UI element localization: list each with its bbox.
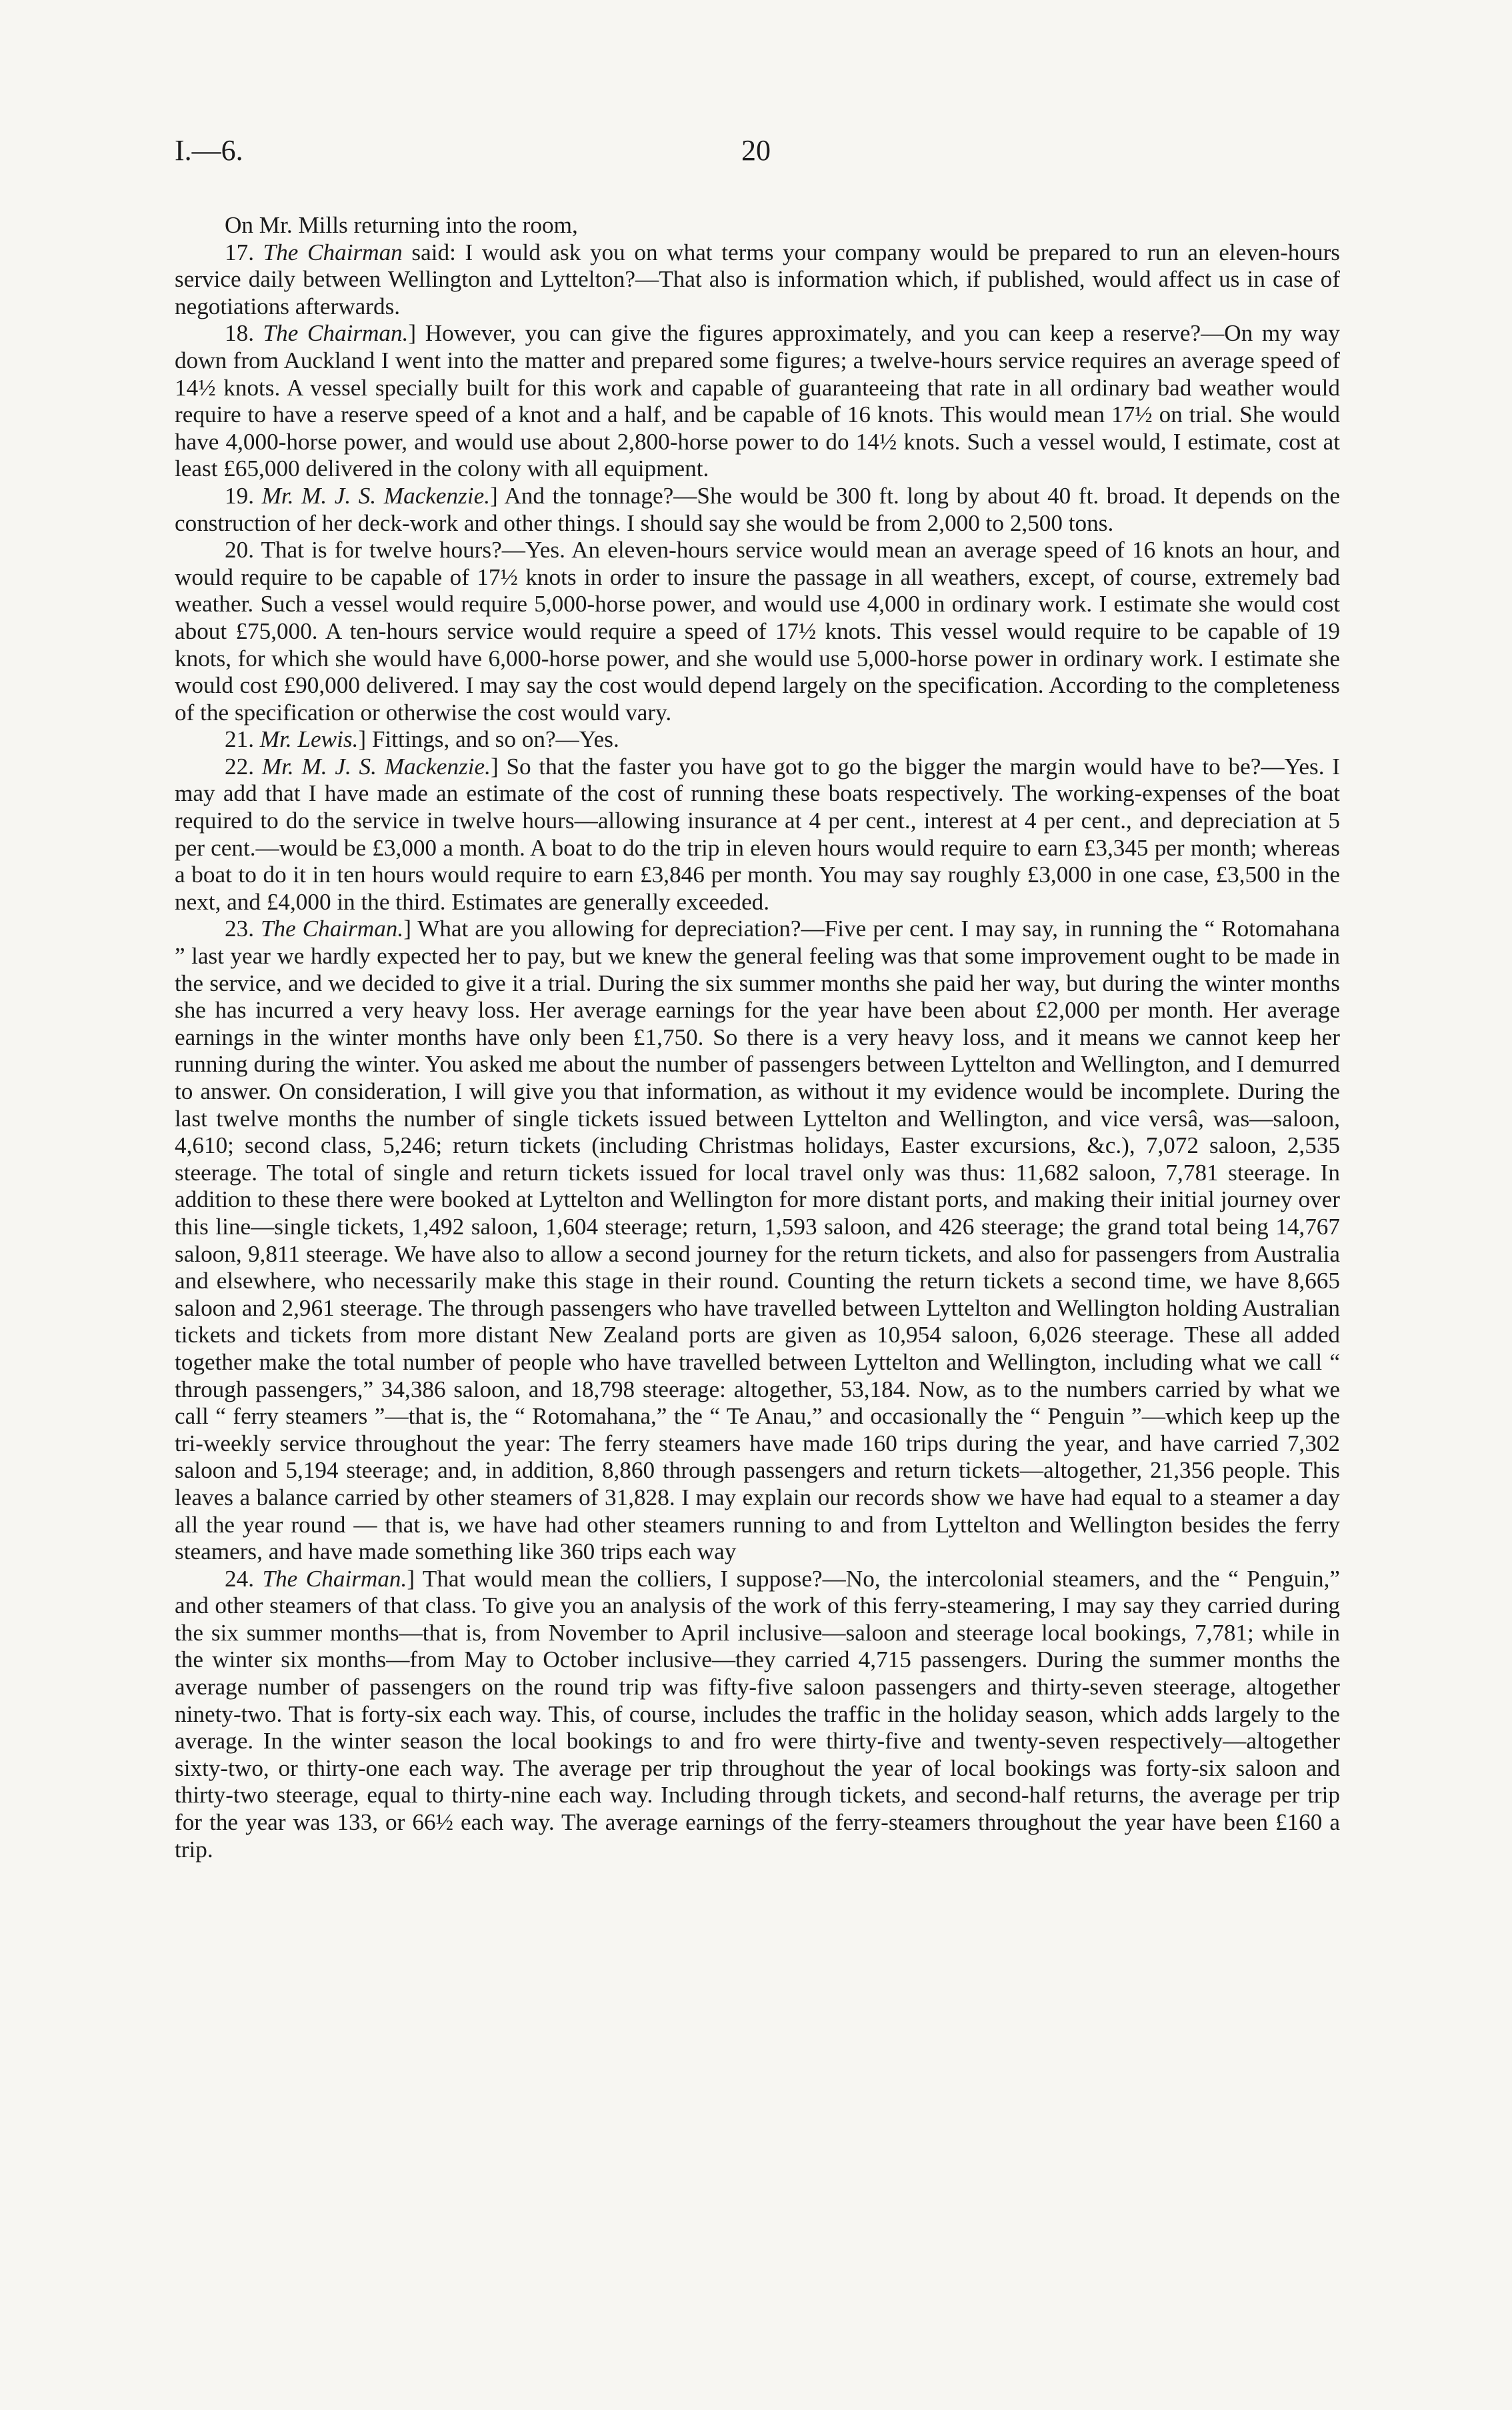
paragraph-text: ] And the tonnage?—She would be 300 ft. long by about 40 ft. broad. It depends on the construction of her deck-work and other things. I should say she would be from 2,000 to 2,500 tons. bbox=[175, 482, 1341, 536]
speaker-label: The Chairman. bbox=[260, 916, 404, 942]
question-number: 24. bbox=[225, 1565, 254, 1592]
paragraph-text: On Mr. Mills returning into the room, bbox=[225, 212, 578, 238]
paragraph-text: ] However, you can give the figures approximately, and you can keep a reserve?—On my way down from Auckland I went into the matter and prepared some figures; a twelve-hours service requires an average speed of 14½ knots. A vessel specially built for this work and capable of guaranteeing that rate in all ordinary bad weather would require to have a reserve speed of a knot and a half, and be capable of 16 knots. This would mean 17½ on trial. She would have 4,000-horse power, and would use about 2,800-horse power to do 14½ knots. Such a vessel would, I estimate, cost at least £65,000 delivered in the colony with all equipment. bbox=[175, 320, 1340, 482]
paragraph-text: ] So that the faster you have got to go the bigger the margin would have to be?—Yes. I may add that I have made an estimate of the cost of running these boats respectively. The working-expenses of the boat required to do the service in twelve hours—allowing insurance at 4 per cent., interest at 4 per cent., and depreciation at 5 per cent.—would be £3,000 a month. A boat to do the trip in eleven hours would require to earn £3,345 per month; whereas a boat to do it in ten hours would require to earn £3,846 per month. You may say roughly £3,000 in one case, £3,500 in the next, and £4,000 in the third. Estimates are generally exceeded. bbox=[175, 753, 1341, 915]
question-number: 17. bbox=[225, 239, 254, 265]
paragraph bbox=[175, 483, 1340, 537]
question-number: 21. bbox=[225, 726, 254, 753]
paragraph-text: ] Fittings, and so on?—Yes. bbox=[358, 726, 619, 753]
question-number: 19. bbox=[225, 482, 254, 509]
page-header bbox=[175, 133, 1337, 173]
document-reference: I.—6. bbox=[175, 134, 243, 167]
paragraph bbox=[175, 754, 1340, 916]
speaker-label: The Chairman. bbox=[262, 1565, 407, 1592]
speaker-label: Mr. M. J. S. Mackenzie. bbox=[261, 753, 491, 780]
speaker-label: The Chairman bbox=[263, 239, 403, 265]
paragraph bbox=[175, 320, 1340, 483]
document-body bbox=[175, 212, 1340, 1863]
question-number: 23. bbox=[225, 916, 254, 942]
paragraph bbox=[175, 726, 1340, 754]
question-number: 22. bbox=[225, 753, 254, 780]
speaker-label: Mr. Lewis. bbox=[259, 726, 359, 753]
page-number: 20 bbox=[741, 134, 771, 167]
paragraph bbox=[175, 916, 1340, 1565]
question-number: 20. bbox=[225, 537, 254, 563]
paragraph-text: ] That would mean the colliers, I suppose?—No, the intercolonial steamers, and the “ Penguin,” and other steamers of that class. To give you an analysis of the work of this ferry-steamering, I may say they carried during the six summer months—that is, from November to April inclusive—saloon and steerage local bookings, 7,781; while in the winter six months—from May to October inclusive—they carried 4,715 passengers. During the summer months the average number of passengers on the round trip was fifty-five saloon passengers and thirty-seven steerage, altogether ninety-two. That is forty-six each way. This, of course, includes the traffic in the holiday season, which adds largely to the average. In the winter season the local bookings to and fro were thirty-five and twenty-seven respectively—altogether sixty-two, or thirty-one each way. The average per trip throughout the year of local bookings was forty-six saloon and thirty-two steerage, equal to thirty-nine each way. Including through tickets, and second-half returns, the average per trip for the year was 133, or 66½ each way. The average earnings of the ferry-steamers throughout the year have been £160 a trip. bbox=[175, 1565, 1340, 1863]
paragraph bbox=[175, 537, 1340, 726]
paragraph bbox=[175, 1566, 1340, 1864]
question-number: 18. bbox=[225, 320, 254, 347]
paragraph bbox=[175, 239, 1340, 321]
paragraph-text: ] What are you allowing for depreciation?—Five per cent. I may say, in running the “ Rotomahana ” last year we hardly expected her to pay, but we knew the general feeling was that some improvement ought to be made in the service, and we decided to give it a trial. During the six summer months she paid her way, but during the winter months she has incurred a very heavy loss. Her average earnings for the year have been about £2,000 per month. Her average earnings in the winter months have only been £1,750. So there is a very heavy loss, and it means we cannot keep her running during the winter. You asked me about the number of passengers between Lyttelton and Wellington, and I demurred to answer. On consideration, I will give you that information, as without it my evidence would be incomplete. During the last twelve months the number of single tickets issued between Lyttelton and Wellington, and vice versâ, was—saloon, 4,610; second class, 5,246; return tickets (including Christmas holidays, Easter excursions, &c.), 7,072 saloon, 2,535 steerage. The total of single and return tickets issued for local travel only was thus: 11,682 saloon, 7,781 steerage. In addition to these there were booked at Lyttelton and Wellington for more distant ports, and making their initial journey over this line—single tickets, 1,492 saloon, 1,604 steerage; return, 1,593 saloon, and 426 steerage; the grand total being 14,767 saloon, 9,811 steerage. We have also to allow a second journey for the return tickets, and also for passengers from Australia and elsewhere, who necessarily make this stage in their round. Counting the return tickets a second time, we have 8,665 saloon and 2,961 steerage. The through passengers who have travelled between Lyttelton and Wellington holding Australian tickets and tickets from more distant New Zealand ports are given as 10,954 saloon, 6,026 steerage. These all added together make the total number of people who have travelled between Lyttelton and Wellington, including what we call “ through passengers,” 34,386 saloon, and 18,798 steerage: altogether, 53,184. Now, as to the numbers carried by what we call “ ferry steamers ”—that is, the “ Rotomahana,” the “ Te Anau,” and occasionally the “ Penguin ”—which keep up the tri-weekly service throughout the year: The ferry steamers have made 160 trips during the year, and have carried 7,302 saloon and 5,194 steerage; and, in addition, 8,860 through passengers and return tickets—altogether, 21,356 people. This leaves a balance carried by other steamers of 31,828. I may explain our records show we have had equal to a steamer a day all the year round — that is, we have had other steamers running to and from Lyttelton and Wellington besides the ferry steamers, and have made something like 360 trips each way bbox=[175, 916, 1340, 1565]
paragraph-text: That is for twelve hours?—Yes. An eleven-hours service would mean an average speed of 16 knots an hour, and would require to be capable of 17½ knots in order to insure the passage in all weathers, except, of course, extremely bad weather. Such a vessel would require 5,000-horse power, and would use 4,000 in ordinary work. I estimate she would cost about £75,000. A ten-hours service would require a speed of 17½ knots. This vessel would require to be capable of 19 knots, for which she would have 6,000-horse power, and she would use 5,000-horse power in ordinary work. I estimate she would cost £90,000 delivered. I may say the cost would depend largely on the specification. According to the completeness of the specification or otherwise the cost would vary. bbox=[175, 537, 1340, 726]
speaker-label: The Chairman. bbox=[263, 320, 409, 347]
paragraph-text: said: I would ask you on what terms your company would be prepared to run an eleven-hours service daily between Wellington and Lyttelton?—That also is information which, if published, would affect us in case of negotiations afterwards. bbox=[175, 239, 1340, 319]
paragraph bbox=[175, 212, 1340, 239]
speaker-label: Mr. M. J. S. Mackenzie. bbox=[261, 482, 491, 509]
